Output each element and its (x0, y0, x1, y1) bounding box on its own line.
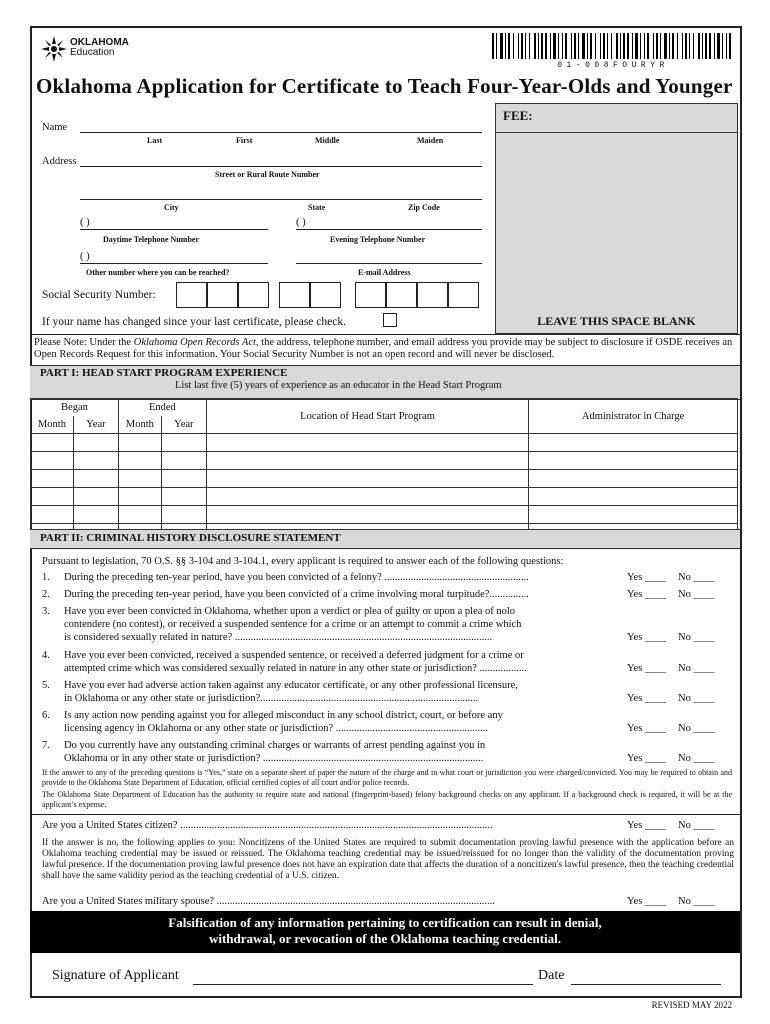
signature-field[interactable] (193, 984, 533, 985)
q3-line2: contendere (no contest), or received a suspended sentence for a crime or an attempt to commit a crime which (64, 619, 522, 630)
date-field[interactable] (571, 984, 721, 985)
table-cell[interactable] (118, 434, 161, 452)
barcode-bar (553, 33, 556, 59)
table-cell[interactable] (529, 488, 738, 506)
barcode-bar (538, 33, 539, 59)
barcode-bar (521, 33, 523, 59)
barcode-bar (640, 33, 641, 59)
table-row (31, 470, 738, 488)
barcode-bar (571, 33, 572, 59)
name-label: Name (42, 122, 68, 133)
note-prefix: Please Note: Under the (34, 337, 134, 348)
evening-phone-field[interactable] (296, 229, 482, 230)
barcode-bar (698, 33, 700, 59)
q7-yes[interactable]: Yes ____ (627, 753, 666, 764)
q6-no[interactable]: No ____ (678, 723, 715, 734)
barcode-bar (541, 33, 543, 59)
table-row (31, 452, 738, 470)
barcode-bar (518, 33, 519, 59)
table-cell[interactable] (31, 506, 74, 524)
ssn-digit-1[interactable] (176, 282, 207, 308)
barcode-bar (603, 33, 605, 59)
page-title: Oklahoma Application for Certificate to Teach Four-Year-Olds and Younger (36, 74, 733, 98)
evening-phone-label: Evening Telephone Number (330, 235, 426, 244)
signature-label: Signature of Applicant (52, 968, 179, 983)
barcode-bar (689, 33, 690, 59)
q6-number: 6. (42, 710, 50, 721)
table-row (31, 488, 738, 506)
part2-title: PART II: CRIMINAL HISTORY DISCLOSURE STATEMENT (40, 532, 341, 544)
barcode-bar (496, 33, 497, 59)
q1-text: During the preceding ten-year period, have you been convicted of a felony? ....................................................... (64, 572, 529, 583)
barcode-bar (611, 33, 612, 59)
q3-yes[interactable]: Yes ____ (627, 632, 666, 643)
barcode-bar (726, 33, 727, 59)
citizen-question: Are you a United States citizen? ....................................................................................................................... (42, 820, 493, 831)
barcode-bar (562, 33, 563, 59)
military-yes[interactable]: Yes ____ (627, 896, 666, 907)
table-cell[interactable] (529, 506, 738, 524)
table-cell[interactable] (529, 452, 738, 470)
q1-yes[interactable]: Yes ____ (627, 572, 666, 583)
email-field[interactable] (296, 263, 482, 264)
barcode-text: 01-008FOURYR (557, 61, 669, 70)
state-label: State (308, 203, 326, 212)
table-cell[interactable] (73, 452, 118, 470)
barcode-bar (582, 33, 585, 59)
ssn-digit-7[interactable] (386, 282, 417, 308)
table-cell[interactable] (161, 452, 206, 470)
citizen-divider (30, 814, 740, 815)
logo-line1: OKLAHOMA (70, 37, 129, 48)
table-cell[interactable] (31, 434, 74, 452)
q1-no[interactable]: No ____ (678, 572, 715, 583)
ended-year-header: Year (161, 416, 206, 434)
barcode-bar (664, 33, 667, 59)
barcode-bar (660, 33, 661, 59)
table-cell[interactable] (73, 506, 118, 524)
table-cell[interactable] (206, 434, 528, 452)
logo-line2: Education (70, 47, 115, 58)
table-cell[interactable] (161, 434, 206, 452)
q4-yes[interactable]: Yes ____ (627, 663, 666, 674)
table-cell[interactable] (161, 470, 206, 488)
location-header: Location of Head Start Program (206, 399, 528, 434)
barcode-bar (653, 33, 654, 59)
table-cell[interactable] (529, 470, 738, 488)
barcode-bar (525, 33, 526, 59)
q7-line2: Oklahoma or in any other state or jurisdiction? .................................................................................... (64, 753, 484, 764)
q6-line2: licensing agency in Oklahoma or any other state or jurisdiction? .......................................................... (64, 723, 489, 734)
table-cell[interactable] (206, 488, 528, 506)
zip-label: Zip Code (408, 203, 440, 212)
barcode-bar (505, 33, 506, 59)
table-cell[interactable] (73, 470, 118, 488)
barcode-bar (534, 33, 536, 59)
barcode-bar (685, 33, 687, 59)
ended-month-header: Month (118, 416, 161, 434)
name-middle-label: Middle (315, 136, 340, 145)
barcode-bar (644, 33, 645, 59)
barcode-bar (616, 33, 618, 59)
began-header: Began (31, 399, 119, 417)
q6-yes[interactable]: Yes ____ (627, 723, 666, 734)
name-first-label: First (236, 136, 253, 145)
table-cell[interactable] (73, 488, 118, 506)
table-row (31, 434, 738, 452)
q6-line1: Is any action now pending against you for alleged misconduct in any school district, court, or before any (64, 710, 503, 721)
name-field[interactable] (80, 132, 482, 133)
barcode-bar (508, 33, 510, 59)
admin-header: Administrator in Charge (529, 399, 738, 434)
barcode-bar (550, 33, 551, 59)
table-cell[interactable] (206, 470, 528, 488)
ssn-digit-3[interactable] (238, 282, 269, 308)
ssn-label: Social Security Number: (42, 289, 156, 301)
q5-line1: Have you ever had adverse action taken against any educator certificate, or any other professional licensure, (64, 680, 518, 691)
barcode-bar (682, 33, 683, 59)
other-phone-paren: ( ) (80, 251, 90, 262)
q3-no[interactable]: No ____ (678, 632, 715, 643)
date-label: Date (538, 968, 565, 983)
part2-intro: Pursuant to legislation, 70 O.S. §§ 3-104 and 3-104.1, every applicant is required to answer each of the following questions: (42, 556, 564, 567)
barcode-bar (722, 33, 723, 59)
head-start-table (30, 398, 738, 542)
barcode-bar (656, 33, 658, 59)
barcode-bar (677, 33, 678, 59)
table-cell[interactable] (73, 434, 118, 452)
ssn-digit-8[interactable] (417, 282, 448, 308)
barcode-bar (632, 33, 633, 59)
evening-phone-paren: ( ) (296, 217, 306, 228)
q2-number: 2. (42, 589, 50, 600)
barcode-bar (513, 33, 514, 59)
began-year-header: Year (73, 416, 118, 434)
ssn-digit-6[interactable] (355, 282, 386, 308)
fee-label: FEE: (503, 108, 533, 123)
logo-text (70, 38, 129, 58)
barcode-bar (607, 33, 608, 59)
leave-blank-label: LEAVE THIS SPACE BLANK (537, 314, 696, 328)
barcode-bar (600, 33, 601, 59)
table-cell[interactable] (529, 434, 738, 452)
barcode-bar (693, 33, 694, 59)
q5-line2: in Oklahoma or any other state or jurisdiction?................................................................................... (64, 693, 479, 704)
barcode-bar (578, 33, 579, 59)
email-label: E-mail Address (358, 268, 411, 277)
fee-box (495, 103, 738, 334)
q4-line2: attempted crime which was considered sexually related in nature in any other state or jurisdiction? .................. (64, 663, 527, 674)
military-no[interactable]: No ____ (678, 896, 715, 907)
q3-line1: Have you ever been convicted in Oklahoma, whether upon a verdict or plea of guilty or upon a plea of nolo (64, 606, 516, 617)
citizen-yes[interactable]: Yes ____ (627, 820, 666, 831)
other-phone-field[interactable] (80, 263, 268, 264)
q7-no[interactable]: No ____ (678, 753, 715, 764)
open-records-note (34, 337, 738, 361)
ended-header: Ended (118, 399, 206, 417)
barcode-bar (669, 33, 670, 59)
ssn-digit-4[interactable] (279, 282, 310, 308)
table-cell[interactable] (118, 470, 161, 488)
barcode-bar (635, 33, 638, 59)
address-label: Address (42, 156, 77, 167)
name-maiden-label: Maiden (417, 136, 444, 145)
section-divider (30, 334, 740, 335)
warning-line2: withdrawal, or revocation of the Oklahoma teaching credential. (208, 931, 562, 946)
q7-line1: Do you currently have any outstanding criminal charges or warrants of arrest pending against you in (64, 740, 486, 751)
day-phone-field[interactable] (80, 229, 268, 230)
barcode-bar (620, 33, 621, 59)
barcode-icon (492, 33, 734, 59)
revised-date: REVISED MAY 2022 (651, 1000, 732, 1010)
warning-line1: Falsification of any information pertaining to certification can result in denial, (168, 915, 602, 930)
q3-number: 3. (42, 606, 50, 617)
q2-yes[interactable]: Yes ____ (627, 589, 666, 600)
table-cell[interactable] (31, 470, 74, 488)
note-act: Oklahoma Open Records Act (133, 337, 256, 348)
barcode-bar (714, 33, 715, 59)
q5-yes[interactable]: Yes ____ (627, 693, 666, 704)
barcode-bar (729, 33, 731, 59)
fee-divider (495, 132, 738, 133)
barcode-bar (595, 33, 596, 59)
day-phone-paren: ( ) (80, 217, 90, 228)
day-phone-label: Daytime Telephone Number (103, 235, 199, 244)
falsification-warning (30, 911, 740, 953)
barcode-bar (717, 33, 720, 59)
note-suffix: , the address, telephone number, and email address you provide may be subject to disclosure if OSDE receives an Open Records Request for this information. Your Social Security Number is not an open record and will never be disclosed. (34, 337, 733, 360)
street-label: Street or Rural Route Number (215, 170, 320, 179)
q4-number: 4. (42, 650, 50, 661)
fine-print-1: If the answer to any of the preceding questions is “Yes,” state on a separate sheet of paper the nature of the charge and in what court or jurisdiction you were charged/convicted. You may be required to obtain and provide to the Oklahoma State Department of Education, official certified copies of all court and/or police records. (42, 768, 732, 787)
q7-number: 7. (42, 740, 50, 751)
q5-no[interactable]: No ____ (678, 693, 715, 704)
barcode-bar (702, 33, 703, 59)
q3-line3: is considered sexually related in nature? .................................................................................................. (64, 632, 493, 643)
city-state-zip-field[interactable] (80, 199, 482, 200)
table-cell[interactable] (118, 452, 161, 470)
barcode-bar (590, 33, 592, 59)
barcode-bar (565, 33, 567, 59)
ssn-digit-2[interactable] (207, 282, 238, 308)
table-cell[interactable] (161, 506, 206, 524)
name-last-label: Last (147, 136, 163, 145)
barcode-bar (529, 33, 530, 59)
began-month-header: Month (31, 416, 74, 434)
barcode-bar (672, 33, 674, 59)
ssn-digit-9[interactable] (448, 282, 479, 308)
citizen-no[interactable]: No ____ (678, 820, 715, 831)
table-cell[interactable] (161, 488, 206, 506)
barcode-bar (545, 33, 547, 59)
part1-title: PART I: HEAD START PROGRAM EXPERIENCE (40, 367, 288, 379)
table-cell[interactable] (31, 488, 74, 506)
street-field[interactable] (80, 166, 482, 167)
name-changed-label: If your name has changed since your last certificate, please check. (42, 316, 346, 328)
table-cell[interactable] (31, 452, 74, 470)
name-changed-checkbox[interactable] (383, 313, 397, 327)
table-row (31, 506, 738, 524)
table-cell[interactable] (118, 488, 161, 506)
barcode-bar (574, 33, 576, 59)
q4-line1: Have you ever been convicted, received a suspended sentence, or received a deferred judgment for a crime or (64, 650, 524, 661)
barcode-bar (558, 33, 559, 59)
barcode-bar (627, 33, 629, 59)
table-cell[interactable] (206, 506, 528, 524)
table-cell[interactable] (118, 506, 161, 524)
q1-number: 1. (42, 572, 50, 583)
fine-print-2: The Oklahoma State Department of Education has the authority to require state and national (fingerprint-based) felony background checks on any applicant. If a background check is required, it will be at the applicant’s expense. (42, 790, 732, 809)
part1-subtitle: List last five (5) years of experience as an educator in the Head Start Program (175, 380, 502, 391)
ssn-digit-5[interactable] (310, 282, 341, 308)
q4-no[interactable]: No ____ (678, 663, 715, 674)
barcode-bar (709, 33, 711, 59)
barcode-bar (623, 33, 625, 59)
city-label: City (164, 203, 179, 212)
barcode-bar (492, 33, 494, 59)
barcode-bar (500, 33, 503, 59)
military-question: Are you a United States military spouse? .......................................................................................................... (42, 896, 495, 907)
table-cell[interactable] (206, 452, 528, 470)
citizen-paragraph: If the answer is no, the following applies to you: Noncitizens of the United States are required to submit documentation proving lawful presence with the application before an Oklahoma teaching credential may be issued or reissued. The Oklahoma teaching credential may be issued/reissued for no longer than the validity of the documentation proving lawful presence. If the documentation proving lawful presence does not have an expiration date that affects the duration of a noncitizen's lawful presence, then the teaching credential shall have the same validity period as the teaching credential of a U.S. citizen. (42, 838, 734, 881)
q2-no[interactable]: No ____ (678, 589, 715, 600)
q2-text: During the preceding ten-year period, have you been convicted of a crime involving moral turpitude?............... (64, 589, 529, 600)
other-number-label: Other number where you can be reached? (86, 268, 230, 277)
barcode-bar (705, 33, 707, 59)
barcode-bar (587, 33, 588, 59)
q5-number: 5. (42, 680, 50, 691)
barcode-bar (647, 33, 649, 59)
